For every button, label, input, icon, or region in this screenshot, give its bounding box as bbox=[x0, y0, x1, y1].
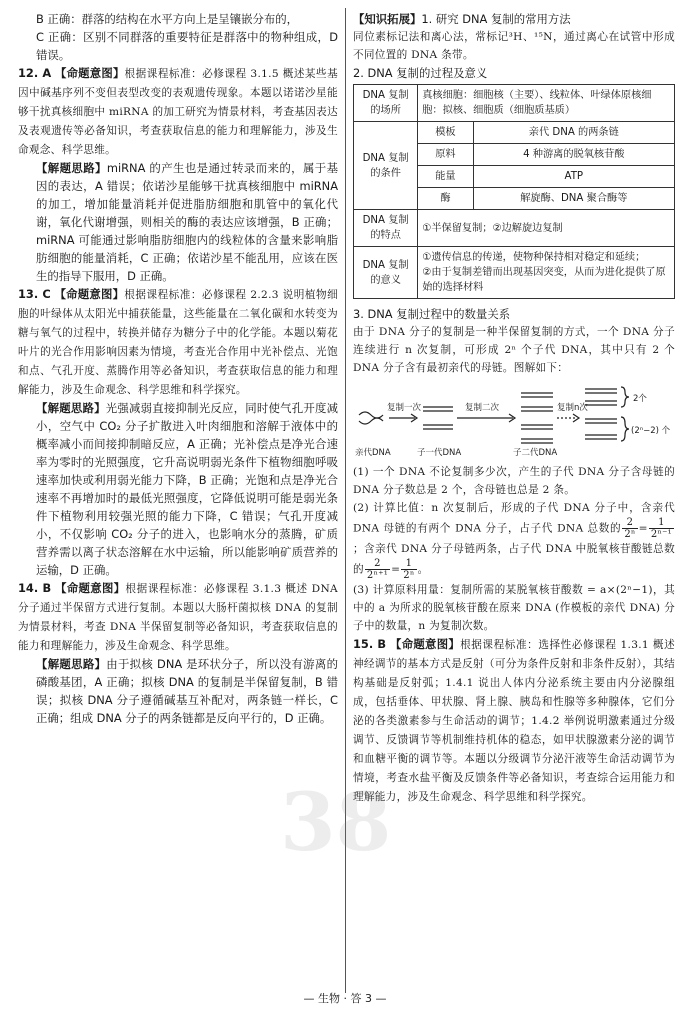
table-cell: ATP bbox=[473, 166, 674, 188]
table-cell: 能量 bbox=[418, 166, 473, 188]
equals-sign: = bbox=[391, 563, 401, 576]
question-15 bbox=[353, 635, 675, 806]
table-cell: DNA 复制的特点 bbox=[354, 210, 418, 247]
question-12 bbox=[18, 64, 338, 159]
brace bbox=[621, 387, 629, 407]
solution-text: 光强减弱直接抑制光反应，同时使气孔开度减小，空气中 CO₂ 分子扩散进入叶肉细胞和溶解于液体中的概率减小而间接抑制暗反应，A 正确；光补偿点是净光合速率为零时的光照强度，它升高说明弱光条件下植物细胞呼吸速率加快或利用弱光能力下降，B 正确；光饱和点是净光合速率不再增加时的最低光照强度，它降低说明可能是弱光条件下植物利用较强光照的能力下降，C 错误；气孔开度减小，不仅影响 CO₂ 分子的进入，也影响水分的蒸腾，矿质营养需以离子状态溶解在水中运输，所以能影响矿质营养的运输，D 正确。 bbox=[36, 401, 338, 577]
section-tag: 【解题思路】 bbox=[36, 657, 107, 671]
section-tag: 【命题意图】 bbox=[54, 287, 125, 301]
paragraph: C 正确：区别不同群落的重要特征是群落中的物种组成，D 错误。 bbox=[36, 30, 338, 62]
equals-sign: = bbox=[638, 522, 648, 535]
solution-14 bbox=[18, 655, 338, 727]
intent-text: 根据课程标准：必修课程 2.2.3 说明植物细胞的叶绿体从太阳光中捕获能量，这些能量在二氧化碳和水转变为糖与氧气的过程中，转换并储存为糖分子中的化学能。本题以菊花叶片的光合作用影响因素为情境，考查光合作用中光补偿点、光饱和点、气孔开度、蒸腾作用等必备知识，考查获取信息的能力和理解能力，涉及生命观念、科学思维和科学探究。 bbox=[18, 289, 338, 396]
denominator: 2ⁿ bbox=[403, 570, 415, 581]
paragraph: B 正确：群落的结构在水平方向上是呈镶嵌分布的， bbox=[36, 12, 299, 26]
table-cell: 模板 bbox=[418, 122, 473, 144]
question-number: 13. C bbox=[18, 287, 51, 301]
intent-text: 根据课程标准：必修课程 3.1.3 概述 DNA 分子通过半保留方式进行复制。本题以大肠杆菌拟核 DNA 的复制为情景材料，考查 DNA 半保留复制等必备知识，考查获取信息的能力和理解能力，涉及生命观念、科学思维。 bbox=[18, 583, 338, 652]
numerator: 2 bbox=[622, 517, 637, 529]
diagram-label: 复制n次 bbox=[557, 403, 588, 413]
subheading: 2. DNA 复制的过程及意义 bbox=[353, 66, 488, 80]
diagram-label: 子一代DNA bbox=[417, 448, 462, 458]
period: 。 bbox=[417, 563, 429, 576]
question-14 bbox=[18, 579, 338, 655]
paragraph-part: ；含亲代 DNA 分子母链两条，占子代 DNA 中脱氧核苷酸链总数的 bbox=[353, 543, 675, 576]
subheading: 1. 研究 DNA 复制的常用方法 bbox=[421, 12, 571, 26]
column-divider bbox=[345, 8, 346, 993]
intent-text: 根据课程标准：必修课程 3.1.5 概述某些基因中碱基序列不变但表型改变的表观遗传现象。本题以诺诺沙星能够干扰真核细胞中 miRNA 的加工研究为情景材料，考查基因表达及表观遗传等必备知识，考查获取信息的能力和理解能力，涉及生命观念、科学思维。 bbox=[18, 68, 339, 156]
fraction bbox=[649, 517, 674, 540]
denominator: 2ⁿ⁻¹ bbox=[650, 529, 672, 540]
section-tag: 【知识拓展】 bbox=[353, 12, 422, 26]
numerator: 1 bbox=[401, 558, 416, 570]
table-cell: 解旋酶、DNA 聚合酶等 bbox=[473, 188, 674, 210]
denominator: 2ⁿ⁺¹ bbox=[366, 570, 389, 581]
table-cell: ①半保留复制；②边解旋边复制 bbox=[418, 210, 675, 247]
table-cell: 酶 bbox=[418, 188, 473, 210]
diagram-label: 复制二次 bbox=[465, 403, 500, 413]
section-tag: 【解题思路】 bbox=[36, 401, 106, 415]
table-cell bbox=[418, 247, 675, 299]
fraction bbox=[622, 517, 637, 540]
intent-text: 根据课程标准：选择性必修课程 1.3.1 概述神经调节的基本方式是反射（可分为条件反射和非条件反射），其结构基础是反射弧；1.4.1 说出人体内分泌系统主要由内分泌腺组成，包括垂体、甲状腺、肾上腺、胰岛和性腺等多种腺体，它们分泌的各类激素参与生命活动的调节；1.4.2 举例说明激素通过分级调节、反馈调节等机制维持机体的稳态，如甲状腺激素分泌的调节和血糖平衡的调节等。本题以分级调节分泌汗液等生命活动调节为情境，考查水盐平衡及反馈条件等必备知识，考查综合运用能力和理解能力，涉及生命观念、科学思维和科学探究。 bbox=[353, 639, 675, 803]
brace bbox=[621, 417, 629, 441]
left-column bbox=[18, 10, 338, 727]
solution-12 bbox=[18, 159, 338, 285]
section-tag: 【命题意图】 bbox=[390, 637, 461, 651]
replication-diagram-svg bbox=[353, 379, 675, 459]
question-number: 15. B bbox=[353, 637, 387, 651]
table-cell: DNA 复制的条件 bbox=[354, 122, 418, 210]
denominator: 2ⁿ bbox=[624, 529, 636, 540]
solution-text: 由于拟核 DNA 是环状分子，所以没有游离的磷酸基团，A 正确；拟核 DNA 的复制是半保留复制，B 错误；拟核 DNA 分子遵循碱基互补配对，两条链一样长，C 正确；组成 DNA 分子的两条链都是反向平行的，D 正确。 bbox=[36, 657, 338, 725]
diagram-label: (2ⁿ−2) 个 bbox=[631, 426, 671, 436]
watermark-text: 38 bbox=[280, 775, 392, 865]
paragraph: (1) 一个 DNA 不论复制多少次，产生的子代 DNA 分子含母链的 DNA 分子数总是 2 个，含母链也总是 2 条。 bbox=[353, 466, 675, 496]
paragraph: 同位素标记法和离心法，常标记³H、¹⁵N，通过离心在试管中形成不同位置的 DNA 条带。 bbox=[353, 31, 675, 61]
paragraph-ratio bbox=[353, 499, 675, 581]
solution-13 bbox=[18, 399, 338, 579]
paragraph-part: (2) 计算比值：n 次复制后，形成的子代 DNA 分子中，含亲代 DNA 母链的有两个 DNA 分子，占子代 DNA 总数的 bbox=[353, 502, 675, 535]
numerator: 2 bbox=[365, 558, 390, 570]
replication-diagram bbox=[353, 379, 675, 459]
fraction bbox=[401, 558, 416, 581]
table-cell: 亲代 DNA 的两条链 bbox=[473, 122, 674, 144]
parent-dna-strand bbox=[359, 412, 383, 418]
subheading: 3. DNA 复制过程中的数量关系 bbox=[353, 307, 511, 321]
table-cell: 真核细胞：细胞核（主要）、线粒体、叶绿体原核细胞：拟核、细胞质（细胞质基质） bbox=[418, 85, 675, 122]
parent-dna-strand bbox=[359, 418, 383, 424]
table-line: ①遗传信息的传递，使物种保持相对稳定和延续； bbox=[422, 252, 646, 263]
paragraph: (3) 计算原料用量：复制所需的某脱氧核苷酸数 = a×(2ⁿ−1)，其中的 a 为所求的脱氧核苷酸在原来 DNA (作模板的亲代 DNA) 分子中的数量，n 为复制次数。 bbox=[353, 584, 675, 632]
table-line: ②由于复制差错而出现基因突变，从而为进化提供了原始的选择材料 bbox=[422, 267, 666, 293]
numerator: 1 bbox=[649, 517, 674, 529]
section-tag: 【命题意图】 bbox=[55, 581, 126, 595]
page-footer: — 生物 · 答 3 — bbox=[303, 992, 387, 1005]
table-cell: DNA 复制的场所 bbox=[354, 85, 418, 122]
section-tag: 【解题思路】 bbox=[36, 161, 107, 175]
table-cell: 原料 bbox=[418, 144, 473, 166]
section-tag: 【命题意图】 bbox=[55, 66, 125, 80]
question-13 bbox=[18, 285, 338, 399]
table-cell: DNA 复制的意义 bbox=[354, 247, 418, 299]
diagram-label: 2个 bbox=[633, 394, 647, 404]
diagram-label: 亲代DNA bbox=[355, 448, 391, 458]
dna-replication-table bbox=[353, 84, 675, 299]
question-number: 12. A bbox=[18, 66, 52, 80]
fraction bbox=[365, 558, 390, 581]
right-column bbox=[353, 10, 675, 806]
diagram-label: 子二代DNA bbox=[513, 448, 558, 458]
question-number: 14. B bbox=[18, 581, 52, 595]
paragraph: 由于 DNA 分子的复制是一种半保留复制的方式，一个 DNA 分子连续进行 n 次复制，可形成 2ⁿ 个子代 DNA，其中只有 2 个 DNA 分子含有最初亲代的母链。图解如下： bbox=[353, 326, 675, 374]
knowledge-extension bbox=[353, 10, 675, 28]
solution-text: miRNA 的产生也是通过转录而来的，属于基因的表达，A 错误；依诺沙星能够干扰真核细胞中 miRNA 的加工，增加能量消耗并促进脂肪细胞和肌管中的氧化代谢，氧化代谢增强，则相关的酶的表达应该增强，B 正确；miRNA 可能通过影响脂肪细胞内的线粒体的含量来影响脂肪细胞的能量消耗，C 正确；依诺沙星不能乱用，应该在医生的指导下服用，D 正确。 bbox=[36, 161, 338, 283]
diagram-label: 复制一次 bbox=[387, 403, 422, 413]
table-cell: 4 种游离的脱氧核苷酸 bbox=[473, 144, 674, 166]
